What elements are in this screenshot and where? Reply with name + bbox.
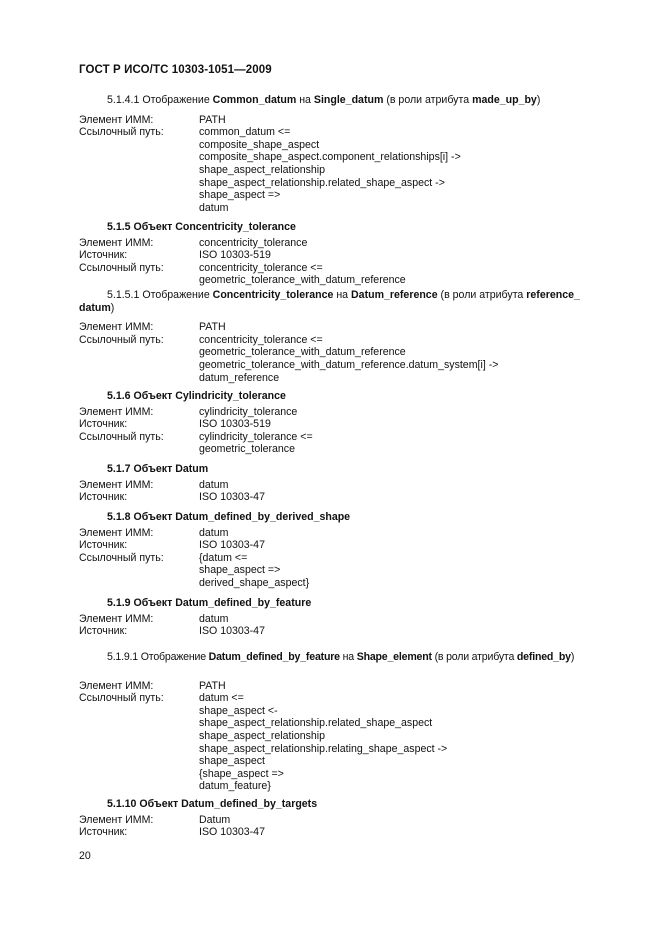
path-line: shape_aspect_relationship [199,729,326,742]
source-row [79,826,619,839]
element-row [79,406,619,419]
mapping-source-entity: Concentricity_tolerance [212,289,334,301]
source-label: Источник: [79,418,128,431]
section-title-name: Datum_defined_by_targets [181,798,318,810]
ref-path-label: Ссылочный путь: [79,430,164,443]
attribute-name: reference_ [526,289,580,301]
clause-number: 5.1.5.1 [107,289,140,301]
section-title-name: Datum_defined_by_feature [175,597,312,609]
path-line: shape_aspect => [199,564,281,577]
element-label: Элемент ИММ: [79,612,154,625]
mapping-word: Отображение [140,651,206,663]
ref-path-row [79,334,619,384]
element-value: concentricity_tolerance [199,236,308,249]
clause-number: 5.1.4.1 [107,94,140,106]
source-label: Источник: [79,491,128,504]
path-line: {shape_aspect => [199,767,284,780]
ref-path-row [79,431,619,456]
element-value: PATH [199,321,226,334]
element-row [79,527,619,540]
mapping-word: Отображение [142,289,210,301]
section-heading [79,463,619,476]
page-number: 20 [79,850,91,862]
path-line: geometric_tolerance_with_datum_reference [199,274,406,287]
path-line: shape_aspect [199,755,265,768]
ref-path-row [79,126,619,214]
path-line: composite_shape_aspect.component_relationships[i] -> [199,151,461,164]
close-paren: ) [536,94,541,106]
section-title-name: Concentricity_tolerance [175,221,296,233]
object-5-1-9 [79,597,619,638]
element-label: Элемент ИММ: [79,321,154,334]
role-phrase: (в роли атрибута [386,94,470,106]
object-5-1-5 [79,221,619,287]
page-header: ГОСТ Р ИСО/ТС 10303-1051—2009 [79,64,272,76]
element-label: Элемент ИММ: [79,679,154,692]
section-heading [79,511,619,524]
path-line: composite_shape_aspect [199,138,320,151]
element-label: Элемент ИММ: [79,813,154,826]
element-row [79,680,619,693]
source-value: ISO 10303-519 [199,418,271,431]
path-line: shape_aspect => [199,189,281,202]
mapping-5-1-5-1 [79,289,619,384]
source-label: Источник: [79,539,128,552]
element-row [79,479,619,492]
object-5-1-8 [79,511,619,590]
element-value: datum [199,612,229,625]
path-line: geometric_tolerance_with_datum_reference [199,346,406,359]
source-value: ISO 10303-47 [199,539,265,552]
source-row [79,625,619,638]
object-5-1-7 [79,463,619,504]
ref-path-label: Ссылочный путь: [79,126,164,139]
element-row [79,114,619,127]
section-heading [79,221,619,234]
path-line: datum_reference [199,371,280,384]
mapping-heading [79,289,619,314]
element-value: datum [199,478,229,491]
ref-path-label: Ссылочный путь: [79,333,164,346]
path-line: shape_aspect_relationship.related_shape_aspect -> [199,176,445,189]
section-title-prefix: 5.1.9 Объект [107,597,173,609]
mapping-on-word: на [336,289,349,301]
element-value: datum [199,526,229,539]
mapping-target-entity: Single_datum [313,94,384,106]
mapping-target-entity: Datum_reference [351,289,438,301]
element-row [79,814,619,827]
object-5-1-10 [79,798,619,839]
element-row [79,321,619,334]
ref-path-row [79,692,619,793]
ref-path-label: Ссылочный путь: [79,261,164,274]
path-line: geometric_tolerance [199,443,295,456]
source-value: ISO 10303-47 [199,491,265,504]
source-row [79,249,619,262]
attribute-name: defined_by [516,651,571,663]
section-title-prefix: 5.1.5 Объект [107,221,173,233]
element-label: Элемент ИММ: [79,113,154,126]
section-title-name: Datum_defined_by_derived_shape [175,511,351,523]
mapping-target-entity: Shape_element [356,651,432,663]
path-line: datum [199,201,229,214]
element-label: Элемент ИММ: [79,236,154,249]
mapping-on-word: на [342,651,354,663]
mapping-heading [79,651,619,664]
element-value: cylindricity_tolerance [199,405,298,418]
mapping-source-entity: Datum_defined_by_feature [208,651,340,663]
element-row [79,237,619,250]
path-line: common_datum <= [199,126,291,139]
path-line: shape_aspect <- [199,704,278,717]
ref-path-row [79,262,619,287]
section-title-name: Cylindricity_tolerance [175,390,286,402]
ref-path-row [79,552,619,590]
element-value: PATH [199,113,226,126]
path-line: geometric_tolerance_with_datum_reference.datum_system[i] -> [199,358,499,371]
attribute-name-continued: datum [79,301,111,314]
element-label: Элемент ИММ: [79,405,154,418]
role-phrase: (в роли атрибута [434,651,515,663]
source-value: ISO 10303-47 [199,826,265,839]
source-label: Источник: [79,826,128,839]
path-line: cylindricity_tolerance <= [199,430,313,443]
element-row [79,613,619,626]
source-value: ISO 10303-47 [199,625,265,638]
section-title-prefix: 5.1.10 Объект [107,798,179,810]
path-line: datum_feature} [199,780,271,793]
section-title-prefix: 5.1.6 Объект [107,390,173,402]
close-paren: ) [570,651,575,663]
section-title-name: Datum [175,463,209,475]
source-row [79,418,619,431]
element-label: Элемент ИММ: [79,526,154,539]
path-line: {datum <= [199,551,248,564]
source-value: ISO 10303-519 [199,249,271,262]
element-value: PATH [199,679,226,692]
section-heading [79,390,619,403]
mapping-on-word: на [299,94,311,106]
clause-number: 5.1.9.1 [107,651,138,663]
path-line: shape_aspect_relationship [199,163,326,176]
source-row [79,491,619,504]
path-line: derived_shape_aspect} [199,576,310,589]
source-label: Источник: [79,249,128,262]
section-title-prefix: 5.1.8 Объект [107,511,173,523]
mapping-5-1-4-1 [79,94,619,214]
mapping-source-entity: Common_datum [212,94,297,106]
source-label: Источник: [79,625,128,638]
element-label: Элемент ИММ: [79,478,154,491]
path-line: shape_aspect_relationship.relating_shape_aspect -> [199,742,448,755]
source-row [79,539,619,552]
ref-path-label: Ссылочный путь: [79,692,164,705]
section-title-prefix: 5.1.7 Объект [107,463,173,475]
close-paren: ) [110,301,115,314]
role-phrase: (в роли атрибута [440,289,524,301]
path-line: datum <= [199,692,244,705]
attribute-name: made_up_by [472,94,537,106]
object-5-1-6 [79,390,619,456]
element-value: Datum [199,813,231,826]
ref-path-label: Ссылочный путь: [79,551,164,564]
section-heading [79,597,619,610]
path-line: shape_aspect_relationship.related_shape_aspect [199,717,433,730]
mapping-5-1-9-1 [79,651,619,793]
path-line: concentricity_tolerance <= [199,333,323,346]
section-heading [79,798,619,811]
mapping-heading [79,94,619,107]
mapping-word: Отображение [142,94,210,106]
path-line: concentricity_tolerance <= [199,261,323,274]
